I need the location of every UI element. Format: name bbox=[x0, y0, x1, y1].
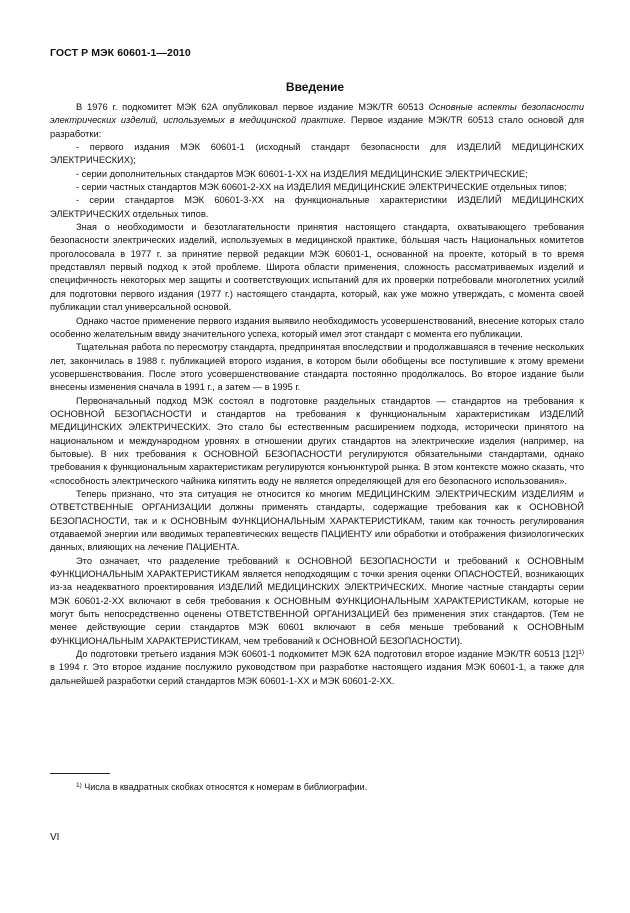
footnote bbox=[76, 781, 584, 793]
section-title: Введение bbox=[285, 80, 345, 94]
document-header: ГОСТ Р МЭК 60601-1—2010 bbox=[50, 47, 191, 59]
footnote-marker: 1) bbox=[76, 782, 82, 789]
footnote-text: Числа в квадратных скобках относятся к номерам в библиографии. bbox=[81, 782, 368, 792]
page-number: VI bbox=[50, 832, 60, 843]
list-item: - первого издания МЭК 60601-1 (исходный стандарт безопасности для ИЗДЕЛИЙ МЕДИЦИНСКИХ ЭЛЕКТРИЧЕСКИХ); bbox=[50, 142, 584, 166]
paragraph-5: Первоначальный подход МЭК состоял в подготовке раздельных стандартов — стандартов на требования к ОСНОВНОЙ БЕЗОПАСНОСТИ и стандартов на требования к функциональным характеристикам ИЗДЕЛИЙ МЕДИЦИНСКИХ ЭЛЕКТРИЧЕСКИХ. Это стало бы естественным расширением подхода, исторически принятого на национальном и международном уровнях в отношении других стандартов на электрические изделия (например, на бытовые). В них требования к ОСНОВНОЙ БЕЗОПАСНОСТИ регулируются обязательными стандартами, однако требования к функциональным характеристикам регулируются конъюнктурой рынка. В этом контексте можно сказать, что «способность электрического чайника кипятить воду не является определяющей для его безопасного использования». bbox=[50, 395, 584, 486]
paragraph-4: Тщательная работа по пересмотру стандарта, предпринятая впоследствии и продолжавшаяся в течение нескольких лет, закончилась в 1988 г. публикацией второго издания, в котором были обобщены все поступившие к этому времени усовершенствования. После этого усовершенствование стандарта постоянно продолжалось. Во второе издание были внесены изменения сначала в 1991 г., а затем — в 1995 г. bbox=[50, 342, 584, 393]
footnote-reference: 1) bbox=[578, 649, 584, 657]
list-item: - серии стандартов МЭК 60601-3-XX на функциональные характеристики ИЗДЕЛИЙ МЕДИЦИНСКИХ ЭЛЕКТРИЧЕСКИХ отдельных типов. bbox=[50, 195, 584, 219]
paragraph-1-text-b: Первое издание МЭК/TR 60513 стало основой для разработки: bbox=[50, 115, 585, 139]
list-item: - серии частных стандартов МЭК 60601-2-XX на ИЗДЕЛИЯ МЕДИЦИНСКИЕ ЭЛЕКТРИЧЕСКИЕ отдельных типов; bbox=[76, 182, 567, 193]
paragraph-1 bbox=[50, 101, 584, 141]
paragraph-8 bbox=[50, 648, 584, 688]
paragraph-8-text-b: в 1994 г. Это второе издание послужило руководством при разработке настоящего издания МЭК 60601-1, а также для дальнейшей разработки серий стандартов МЭК 60601-1-XX и МЭК 60601-2-XX. bbox=[50, 662, 584, 686]
paragraph-8-text-a: До подготовки третьего издания МЭК 60601-1 подкомитет МЭК 62А подготовил второе издание МЭК/TR 60513 [12] bbox=[76, 649, 579, 660]
document-body bbox=[50, 101, 584, 688]
paragraph-3: Однако частое применение первого издания выявило необходимость усовершенствований, внесение которых стало особенно желательным ввиду значительного успеха, который имел этот стандарт с момента его публикации. bbox=[50, 315, 584, 339]
paragraph-2: Зная о необходимости и безотлагательности принятия настоящего стандарта, охватывающего требования безопасности электрических изделий, используемых в медицинской практике, бóльшая часть Национальных комитетов проголосовала в 1977 г. за принятие первой редакции МЭК 60601-1, основанной на проекте, который в то время представлял первый подход к этой проблеме. Широта области применения, сложность рассматриваемых изделий и специфичность некоторых мер защиты и соответствующих испытаний для их проверки потребовали многолетних усилий для подготовки первого издания (1977 г.) настоящего стандарта, который, как уже можно утверждать, с момента своей публикации стал универсальной основой. bbox=[50, 222, 584, 313]
footnote-divider bbox=[50, 773, 110, 774]
paragraph-1-italic-title: Основные аспекты безопасности электрических изделий, используемых в медицинской практике. bbox=[50, 102, 584, 126]
list-item: - серии дополнительных стандартов МЭК 60601-1-XX на ИЗДЕЛИЯ МЕДИЦИНСКИЕ ЭЛЕКТРИЧЕСКИЕ; bbox=[76, 168, 528, 179]
paragraph-6: Теперь признано, что эта ситуация не относится ко многим МЕДИЦИНСКИМ ЭЛЕКТРИЧЕСКИМ ИЗДЕЛИЯМ и ОТВЕТСТВЕННЫЕ ОРГАНИЗАЦИИ должны применять стандарты, содержащие требования как к ОСНОВНОЙ БЕЗОПАСНОСТИ, так и к ОСНОВНЫМ ФУНКЦИОНАЛЬНЫМ ХАРАКТЕРИСТИКАМ, таким как точность регулирования отдаваемой энергии или вводимых терапевтических веществ ПАЦИЕНТУ или обработки и отображения физиологических данных, влияющих на лечение ПАЦИЕНТА. bbox=[50, 488, 584, 553]
paragraph-1-text-a: В 1976 г. подкомитет МЭК 62А опубликовал первое издание МЭК/TR 60513 bbox=[76, 102, 429, 112]
paragraph-7: Это означает, что разделение требований к ОСНОВНОЙ БЕЗОПАСНОСТИ и требований к ОСНОВНЫМ ФУНКЦИОНАЛЬНЫМ ХАРАКТЕРИСТИКАМ является неподходящим с точки зрения оценки ОПАСНОСТЕЙ, возникающих из-за неадекватного проектирования ИЗДЕЛИЙ МЕДИЦИНСКИХ ЭЛЕКТРИЧЕСКИХ. Многие частные стандарты серии МЭК 60601-2-XX включают в себя требования к ОСНОВНЫМ ФУНКЦИОНАЛЬНЫМ ХАРАКТЕРИСТИКАМ, которые не могут быть непосредственно оценены ОТВЕТСТВЕННОЙ ОРГАНИЗАЦИЕЙ без применения этих стандартов. (Тем не менее действующие серии стандартов МЭК 60601 включают в себя меньше требований к ОСНОВНЫМ ФУНКЦИОНАЛЬНЫМ ХАРАКТЕРИСТИКАМ, чем требований к ОСНОВНОЙ БЕЗОПАСНОСТИ). bbox=[50, 555, 584, 646]
